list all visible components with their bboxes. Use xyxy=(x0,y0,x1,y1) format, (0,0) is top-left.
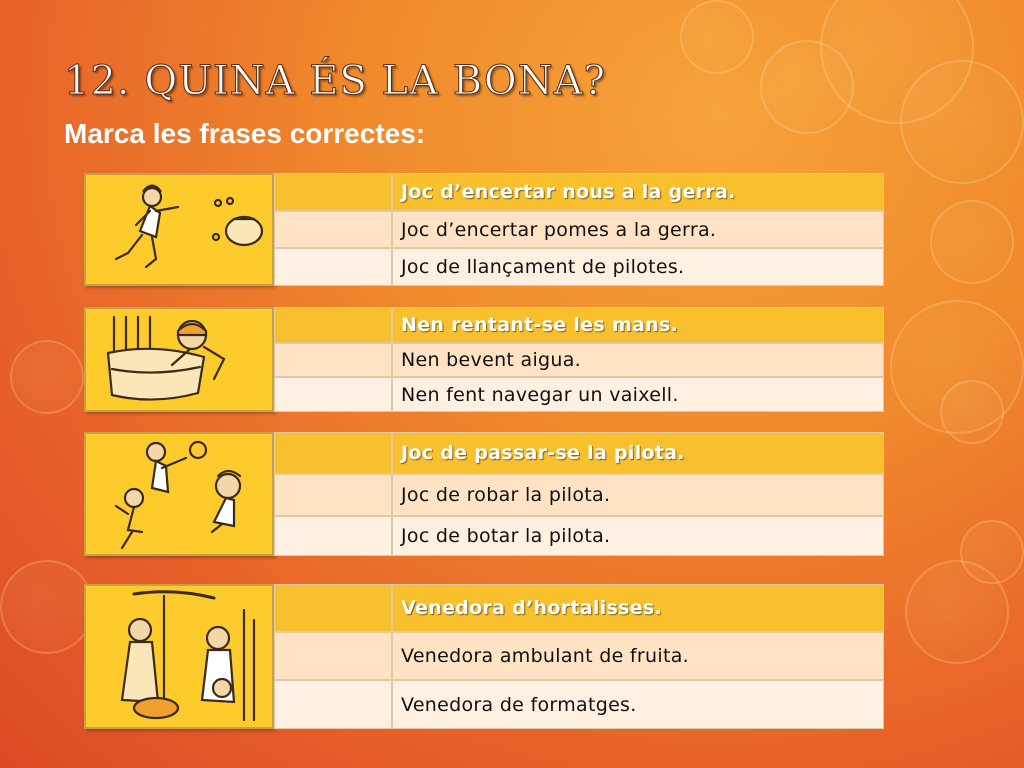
answer-checkbox[interactable] xyxy=(274,248,392,286)
answer-checkbox[interactable] xyxy=(274,474,392,516)
answer-checkbox[interactable] xyxy=(274,432,392,474)
option-row xyxy=(274,211,884,248)
answer-checkbox[interactable] xyxy=(274,680,392,729)
option-row xyxy=(274,173,884,211)
answer-checkbox[interactable] xyxy=(274,211,392,248)
background-bubble xyxy=(960,520,1024,584)
option-row xyxy=(274,343,884,377)
option-row xyxy=(274,432,884,474)
option-row xyxy=(274,307,884,343)
option-row xyxy=(274,584,884,632)
option-text: Joc d’encertar pomes a la gerra. xyxy=(392,211,884,248)
boy-throwing-icon xyxy=(94,179,266,283)
answer-checkbox[interactable] xyxy=(274,343,392,377)
question-group-1 xyxy=(84,173,884,286)
slide-title: 12. QUINA ÉS LA BONA? xyxy=(64,58,606,104)
question-group-4 xyxy=(84,584,884,729)
slide-subtitle: Marca les frases correctes: xyxy=(64,118,426,149)
option-text: Venedora ambulant de fruita. xyxy=(392,632,884,680)
fruit-vendor-icon xyxy=(94,590,266,728)
background-bubble xyxy=(900,60,1024,184)
option-text: Nen fent navegar un vaixell. xyxy=(392,377,884,412)
option-row xyxy=(274,632,884,680)
option-text: Nen bevent aigua. xyxy=(392,343,884,377)
illustration-children-ball xyxy=(84,432,274,556)
background-bubble xyxy=(680,0,754,74)
option-text: Nen rentant-se les mans. xyxy=(392,307,884,343)
illustration-boy-throwing-nuts xyxy=(84,173,274,286)
option-row xyxy=(274,248,884,286)
background-bubble xyxy=(930,200,1014,284)
illustration-boy-at-basin xyxy=(84,307,274,412)
background-bubble xyxy=(0,560,94,654)
answer-checkbox[interactable] xyxy=(274,307,392,343)
children-ball-icon xyxy=(94,438,266,554)
answer-checkbox[interactable] xyxy=(274,632,392,680)
option-row xyxy=(274,377,884,412)
boy-basin-icon xyxy=(94,313,266,409)
option-text: Joc d’encertar nous a la gerra. xyxy=(392,173,884,211)
answer-checkbox[interactable] xyxy=(274,516,392,556)
option-text: Venedora d’hortalisses. xyxy=(392,584,884,632)
answer-checkbox[interactable] xyxy=(274,377,392,412)
option-row xyxy=(274,474,884,516)
option-text: Joc de llançament de pilotes. xyxy=(392,248,884,286)
background-bubble xyxy=(10,340,84,414)
option-text: Venedora de formatges. xyxy=(392,680,884,729)
option-row xyxy=(274,680,884,729)
option-row xyxy=(274,516,884,556)
background-bubble xyxy=(940,380,1004,444)
option-text: Joc de passar-se la pilota. xyxy=(392,432,884,474)
illustration-fruit-vendor xyxy=(84,584,274,729)
answer-checkbox[interactable] xyxy=(274,584,392,632)
background-bubble xyxy=(760,40,854,134)
question-group-3 xyxy=(84,432,884,556)
answer-checkbox[interactable] xyxy=(274,173,392,211)
option-text: Joc de robar la pilota. xyxy=(392,474,884,516)
question-group-2 xyxy=(84,307,884,412)
option-text: Joc de botar la pilota. xyxy=(392,516,884,556)
